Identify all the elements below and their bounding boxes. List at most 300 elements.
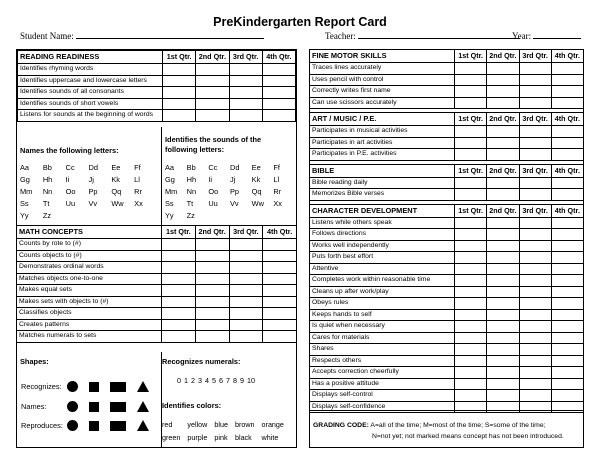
grade-cell[interactable] (551, 240, 583, 252)
reading-header-row (18, 51, 296, 64)
grade-cell[interactable] (519, 344, 551, 356)
grade-cell[interactable] (519, 298, 551, 310)
table-row (17, 296, 297, 308)
skill-label: Makes equal sets (17, 285, 162, 297)
table-row (310, 74, 584, 86)
grade-cell[interactable] (487, 367, 519, 379)
grade-cell[interactable] (196, 98, 229, 110)
grade-cell[interactable] (455, 355, 487, 367)
year-field[interactable] (533, 30, 581, 39)
q2-header: 2nd Qtr. (196, 51, 229, 64)
letter-item: Ff (273, 163, 280, 172)
sounds-heading-line1: Identifies the sounds of the (165, 135, 262, 144)
grade-cell[interactable] (519, 367, 551, 379)
table-row (17, 308, 297, 320)
letter-item: Pp (229, 187, 240, 196)
grade-cell[interactable] (455, 149, 487, 161)
skill-label: Puts forth best effort (310, 252, 455, 264)
q1-header: 1st Qtr. (162, 226, 196, 239)
grade-cell[interactable] (262, 110, 295, 122)
color-item: white (261, 433, 279, 442)
grade-cell[interactable] (229, 87, 262, 99)
grade-cell[interactable] (519, 263, 551, 275)
q1-header: 1st Qtr. (455, 113, 487, 126)
teacher-line (325, 30, 520, 41)
grade-cell[interactable] (195, 296, 229, 308)
grade-cell[interactable] (487, 126, 519, 138)
grade-cell[interactable] (551, 149, 583, 161)
grade-cell[interactable] (229, 64, 262, 76)
character-heading: CHARACTER DEVELOPMENT (310, 204, 455, 217)
grade-cell[interactable] (487, 240, 519, 252)
grade-cell[interactable] (263, 262, 297, 274)
letter-item: Yy (165, 211, 174, 220)
grade-cell[interactable] (162, 319, 196, 331)
grade-cell[interactable] (455, 137, 487, 149)
teacher-field[interactable] (358, 30, 520, 39)
table-row (310, 149, 584, 161)
grade-cell[interactable] (551, 126, 583, 138)
grade-cell[interactable] (519, 74, 551, 86)
grade-cell[interactable] (487, 263, 519, 275)
skill-label: Classifies objects (17, 308, 162, 320)
grade-cell[interactable] (519, 149, 551, 161)
grading-code-label: GRADING CODE: (313, 422, 369, 429)
grade-cell[interactable] (519, 217, 551, 229)
grade-cell[interactable] (551, 275, 583, 287)
skill-label: Matches numerals to sets (17, 331, 162, 343)
grade-cell[interactable] (455, 217, 487, 229)
numerals-heading: Recognizes numerals: (162, 357, 241, 366)
grade-cell[interactable] (455, 298, 487, 310)
skill-label: Identifies rhyming words (18, 64, 163, 76)
letter-item: Cc (208, 163, 218, 172)
grade-cell[interactable] (229, 319, 263, 331)
grade-cell[interactable] (487, 378, 519, 390)
grade-cell[interactable] (262, 98, 295, 110)
table-row (310, 177, 584, 189)
q1-header: 1st Qtr. (455, 164, 487, 177)
grade-cell[interactable] (551, 332, 583, 344)
skill-label: Identifies sounds of short vowels (18, 98, 163, 110)
table-row (18, 75, 296, 87)
color-item: black (234, 433, 252, 442)
skill-label: Works well independently (310, 240, 455, 252)
letter-item: Uu (65, 199, 76, 208)
fine_motor-heading: FINE MOTOR SKILLS (310, 50, 455, 63)
triangle-icon (137, 381, 149, 392)
q4-header: 4th Qtr. (551, 113, 583, 126)
table-row (310, 321, 584, 333)
grade-cell[interactable] (455, 189, 487, 201)
grade-cell[interactable] (551, 378, 583, 390)
grade-cell[interactable] (487, 217, 519, 229)
reading-readiness-heading: READING READINESS (18, 51, 163, 64)
grade-cell[interactable] (455, 286, 487, 298)
grade-cell[interactable] (455, 86, 487, 98)
grade-cell[interactable] (195, 250, 229, 262)
letter-item: Ss (165, 199, 174, 208)
grade-cell[interactable] (263, 308, 297, 320)
skill-label: Matches objects one-to-one (17, 273, 162, 285)
q3-header: 3rd Qtr. (229, 51, 262, 64)
grade-cell[interactable] (519, 321, 551, 333)
square-icon (89, 421, 99, 431)
skill-label: Identifies sounds of all consonants (18, 87, 163, 99)
letter-item: Ll (134, 175, 140, 184)
grade-cell[interactable] (195, 285, 229, 297)
colors-list (162, 420, 284, 442)
grade-cell[interactable] (455, 275, 487, 287)
grade-cell[interactable] (487, 177, 519, 189)
math-header-row (17, 226, 297, 239)
grade-cell[interactable] (551, 321, 583, 333)
grade-cell[interactable] (455, 367, 487, 379)
skill-label: Cares for materials (310, 332, 455, 344)
grade-cell[interactable] (551, 252, 583, 264)
table-row (17, 262, 297, 274)
grade-cell[interactable] (519, 286, 551, 298)
grade-cell[interactable] (487, 97, 519, 109)
grade-cell[interactable] (196, 64, 229, 76)
color-item: pink (214, 433, 228, 442)
numerals-values: 0 1 2 3 4 5 6 7 8 9 10 (177, 376, 255, 385)
sounds-letters-grid (165, 163, 295, 220)
letter-item: Aa (20, 163, 30, 172)
year-line (512, 30, 581, 41)
grade-cell[interactable] (163, 87, 196, 99)
letter-item: Cc (65, 163, 75, 172)
skill-label: Counts by rote to (#) (17, 239, 162, 251)
color-item: blue (214, 420, 228, 429)
grade-cell[interactable] (487, 309, 519, 321)
grade-cell[interactable] (519, 63, 551, 75)
grade-cell[interactable] (162, 296, 196, 308)
grade-cell[interactable] (551, 217, 583, 229)
grade-cell[interactable] (551, 263, 583, 275)
shapes-recognizes-row (21, 381, 160, 392)
letter-item: Pp (88, 187, 98, 196)
grade-cell[interactable] (195, 319, 229, 331)
grade-cell[interactable] (519, 86, 551, 98)
letter-item: Dd (88, 163, 98, 172)
grade-cell[interactable] (455, 378, 487, 390)
grade-cell[interactable] (519, 252, 551, 264)
skill-label: Makes sets with objects to (#) (17, 296, 162, 308)
grade-cell[interactable] (487, 74, 519, 86)
grade-cell[interactable] (487, 189, 519, 201)
grade-cell[interactable] (262, 64, 295, 76)
grade-cell[interactable] (551, 177, 583, 189)
letter-item: Qq (251, 187, 262, 196)
grading-code-line2: N=not yet; not marked means concept has not been introduced. (372, 433, 564, 440)
grade-cell[interactable] (455, 263, 487, 275)
grade-cell[interactable] (229, 75, 262, 87)
table-row (310, 309, 584, 321)
letter-item: Kk (111, 175, 120, 184)
skill-label: Memorizes Bible verses (310, 189, 455, 201)
color-item: red (162, 420, 173, 429)
q1-header: 1st Qtr. (455, 204, 487, 217)
grade-cell[interactable] (455, 74, 487, 86)
grade-cell[interactable] (487, 137, 519, 149)
report-card-title: PreKindergarten Report Card (213, 15, 387, 29)
q4-header: 4th Qtr. (551, 164, 583, 177)
q4-header: 4th Qtr. (262, 51, 295, 64)
skill-label: Listens while others speak (310, 217, 455, 229)
grade-cell[interactable] (163, 75, 196, 87)
grade-cell[interactable] (487, 275, 519, 287)
q2-header: 2nd Qtr. (195, 226, 229, 239)
letter-item: Zz (186, 211, 195, 220)
grade-cell[interactable] (551, 298, 583, 310)
grade-cell[interactable] (519, 378, 551, 390)
skill-label: Displays self-confidence (310, 401, 455, 413)
student-name-field[interactable] (76, 30, 264, 39)
letter-item: Oo (208, 187, 219, 196)
math-concepts-heading: MATH CONCEPTS (17, 226, 162, 239)
skill-label: Participates in P.E. activities (310, 149, 455, 161)
grade-cell[interactable] (196, 87, 229, 99)
grade-cell[interactable] (195, 331, 229, 343)
table-row (17, 250, 297, 262)
letter-item: Xx (134, 199, 143, 208)
grade-cell[interactable] (455, 177, 487, 189)
grade-cell[interactable] (519, 229, 551, 241)
letter-item: Yy (20, 211, 29, 220)
letter-item: Rr (134, 187, 142, 196)
grade-cell[interactable] (229, 331, 263, 343)
grade-cell[interactable] (487, 229, 519, 241)
grade-cell[interactable] (263, 273, 297, 285)
table-row (17, 285, 297, 297)
student-name-label: Student Name: (20, 31, 74, 41)
grade-cell[interactable] (229, 262, 263, 274)
grade-cell[interactable] (229, 285, 263, 297)
skill-label: Uses pencil with control (310, 74, 455, 86)
grade-cell[interactable] (487, 298, 519, 310)
grade-cell[interactable] (487, 86, 519, 98)
grade-cell[interactable] (551, 86, 583, 98)
grade-cell[interactable] (196, 75, 229, 87)
grade-cell[interactable] (263, 319, 297, 331)
grade-cell[interactable] (551, 344, 583, 356)
grade-cell[interactable] (263, 250, 297, 262)
grade-cell[interactable] (263, 239, 297, 251)
grade-cell[interactable] (487, 63, 519, 75)
letter-item: Nn (42, 187, 53, 196)
grade-cell[interactable] (455, 97, 487, 109)
table-row (18, 87, 296, 99)
grade-cell[interactable] (262, 75, 295, 87)
table-row (310, 355, 584, 367)
table-row (310, 332, 584, 344)
grade-cell[interactable] (229, 250, 263, 262)
grade-cell[interactable] (229, 98, 262, 110)
grade-cell[interactable] (487, 390, 519, 402)
letter-item: Mm (20, 187, 33, 196)
rectangle-icon (110, 402, 126, 412)
colors-heading: Identifies colors: (162, 401, 222, 410)
grade-cell[interactable] (195, 239, 229, 251)
table-row (18, 98, 296, 110)
student-name-line (20, 30, 264, 41)
grade-cell[interactable] (163, 98, 196, 110)
grade-cell[interactable] (519, 355, 551, 367)
grade-cell[interactable] (455, 321, 487, 333)
grade-cell[interactable] (551, 74, 583, 86)
grade-cell[interactable] (487, 149, 519, 161)
letter-item: Tt (42, 199, 50, 208)
grade-cell[interactable] (196, 110, 229, 122)
grade-cell[interactable] (519, 332, 551, 344)
grade-cell[interactable] (455, 63, 487, 75)
letter-item: Ll (273, 175, 280, 184)
letter-item: Ww (111, 199, 124, 208)
table-row (310, 126, 584, 138)
skill-label: Creates patterns (17, 319, 162, 331)
grade-cell[interactable] (455, 252, 487, 264)
letter-item: Bb (42, 163, 52, 172)
grading-code-line1: A=all of the time; M=most of the time; S=some of the time; (370, 422, 546, 429)
grade-cell[interactable] (229, 110, 262, 122)
grade-cell[interactable] (551, 390, 583, 402)
grade-cell[interactable] (551, 367, 583, 379)
grade-cell[interactable] (162, 273, 196, 285)
grade-cell[interactable] (519, 189, 551, 201)
q1-header: 1st Qtr. (455, 50, 487, 63)
letter-item: Ee (251, 163, 261, 172)
grade-cell[interactable] (163, 64, 196, 76)
table-row (310, 86, 584, 98)
grade-cell[interactable] (162, 331, 196, 343)
grade-cell[interactable] (487, 355, 519, 367)
grade-cell[interactable] (551, 309, 583, 321)
grade-cell[interactable] (229, 273, 263, 285)
grade-cell[interactable] (162, 239, 196, 251)
table-row (310, 390, 584, 402)
grade-cell[interactable] (162, 250, 196, 262)
skill-label: Traces lines accurately (310, 63, 455, 75)
grade-cell[interactable] (455, 229, 487, 241)
triangle-icon (137, 420, 149, 431)
skill-label: Keeps hands to self (310, 309, 455, 321)
grade-cell[interactable] (519, 240, 551, 252)
grade-cell[interactable] (519, 275, 551, 287)
grade-cell[interactable] (229, 308, 263, 320)
grade-cell[interactable] (162, 262, 196, 274)
q2-header: 2nd Qtr. (487, 204, 519, 217)
grade-cell[interactable] (263, 331, 297, 343)
grade-cell[interactable] (519, 177, 551, 189)
grade-cell[interactable] (263, 296, 297, 308)
grade-cell[interactable] (455, 344, 487, 356)
grade-cell[interactable] (455, 240, 487, 252)
grade-cell[interactable] (551, 286, 583, 298)
grade-cell[interactable] (551, 189, 583, 201)
grade-cell[interactable] (551, 229, 583, 241)
grade-cell[interactable] (551, 97, 583, 109)
shapes-heading: Shapes: (20, 357, 49, 366)
fine_motor-header-row (310, 50, 584, 63)
q3-header: 3rd Qtr. (519, 204, 551, 217)
color-item: yellow (187, 420, 208, 429)
shapes-reproduces-row (21, 420, 160, 431)
grade-cell[interactable] (487, 332, 519, 344)
grade-cell[interactable] (551, 355, 583, 367)
grade-cell[interactable] (455, 390, 487, 402)
q4-header: 4th Qtr. (263, 226, 297, 239)
grade-cell[interactable] (229, 239, 263, 251)
grade-cell[interactable] (229, 296, 263, 308)
grade-cell[interactable] (195, 262, 229, 274)
grade-cell[interactable] (455, 309, 487, 321)
table-row (310, 189, 584, 201)
grade-cell[interactable] (195, 308, 229, 320)
letter-item: Bb (186, 163, 196, 172)
grade-cell[interactable] (519, 97, 551, 109)
grade-cell[interactable] (263, 285, 297, 297)
grade-cell[interactable] (163, 110, 196, 122)
skill-label: Correctly writes first name (310, 86, 455, 98)
letter-item: Hh (42, 175, 53, 184)
color-item: green (162, 433, 181, 442)
grade-cell[interactable] (519, 309, 551, 321)
circle-icon (67, 401, 78, 412)
shapes-row-label: Names: (21, 402, 47, 411)
grade-cell[interactable] (487, 286, 519, 298)
grade-cell[interactable] (519, 137, 551, 149)
shapes-row-label: Reproduces: (21, 421, 63, 430)
grade-cell[interactable] (195, 273, 229, 285)
grade-cell[interactable] (455, 332, 487, 344)
sounds-heading-line2: following letters: (165, 145, 225, 154)
grade-cell[interactable] (551, 137, 583, 149)
grade-cell[interactable] (519, 126, 551, 138)
grade-cell[interactable] (455, 126, 487, 138)
table-row (17, 239, 297, 251)
sounds-letters-heading (165, 135, 261, 155)
table-row (310, 367, 584, 379)
skill-label: Is quiet when necessary (310, 321, 455, 333)
table-row (310, 63, 584, 75)
q2-header: 2nd Qtr. (487, 50, 519, 63)
table-row (18, 110, 296, 122)
grade-cell[interactable] (487, 252, 519, 264)
skill-label: Accepts correction cheerfully (310, 367, 455, 379)
letter-item: Ww (251, 199, 264, 208)
grade-cell[interactable] (162, 285, 196, 297)
names-letters-grid (20, 163, 157, 220)
grade-cell[interactable] (162, 308, 196, 320)
grading-divider (310, 410, 583, 411)
grade-cell[interactable] (487, 344, 519, 356)
grade-cell[interactable] (262, 87, 295, 99)
letter-item: Gg (165, 175, 175, 184)
table-row (310, 217, 584, 229)
grade-cell[interactable] (487, 321, 519, 333)
skill-label: Bible reading daily (310, 177, 455, 189)
letter-item: Ii (208, 175, 213, 184)
letter-item: Ff (134, 163, 141, 172)
grade-cell[interactable] (551, 63, 583, 75)
grade-cell[interactable] (519, 390, 551, 402)
letters-divider (161, 127, 162, 225)
circle-icon (67, 381, 78, 392)
skill-label: Participates in art activities (310, 137, 455, 149)
q2-header: 2nd Qtr. (487, 113, 519, 126)
q2-header: 2nd Qtr. (487, 164, 519, 177)
